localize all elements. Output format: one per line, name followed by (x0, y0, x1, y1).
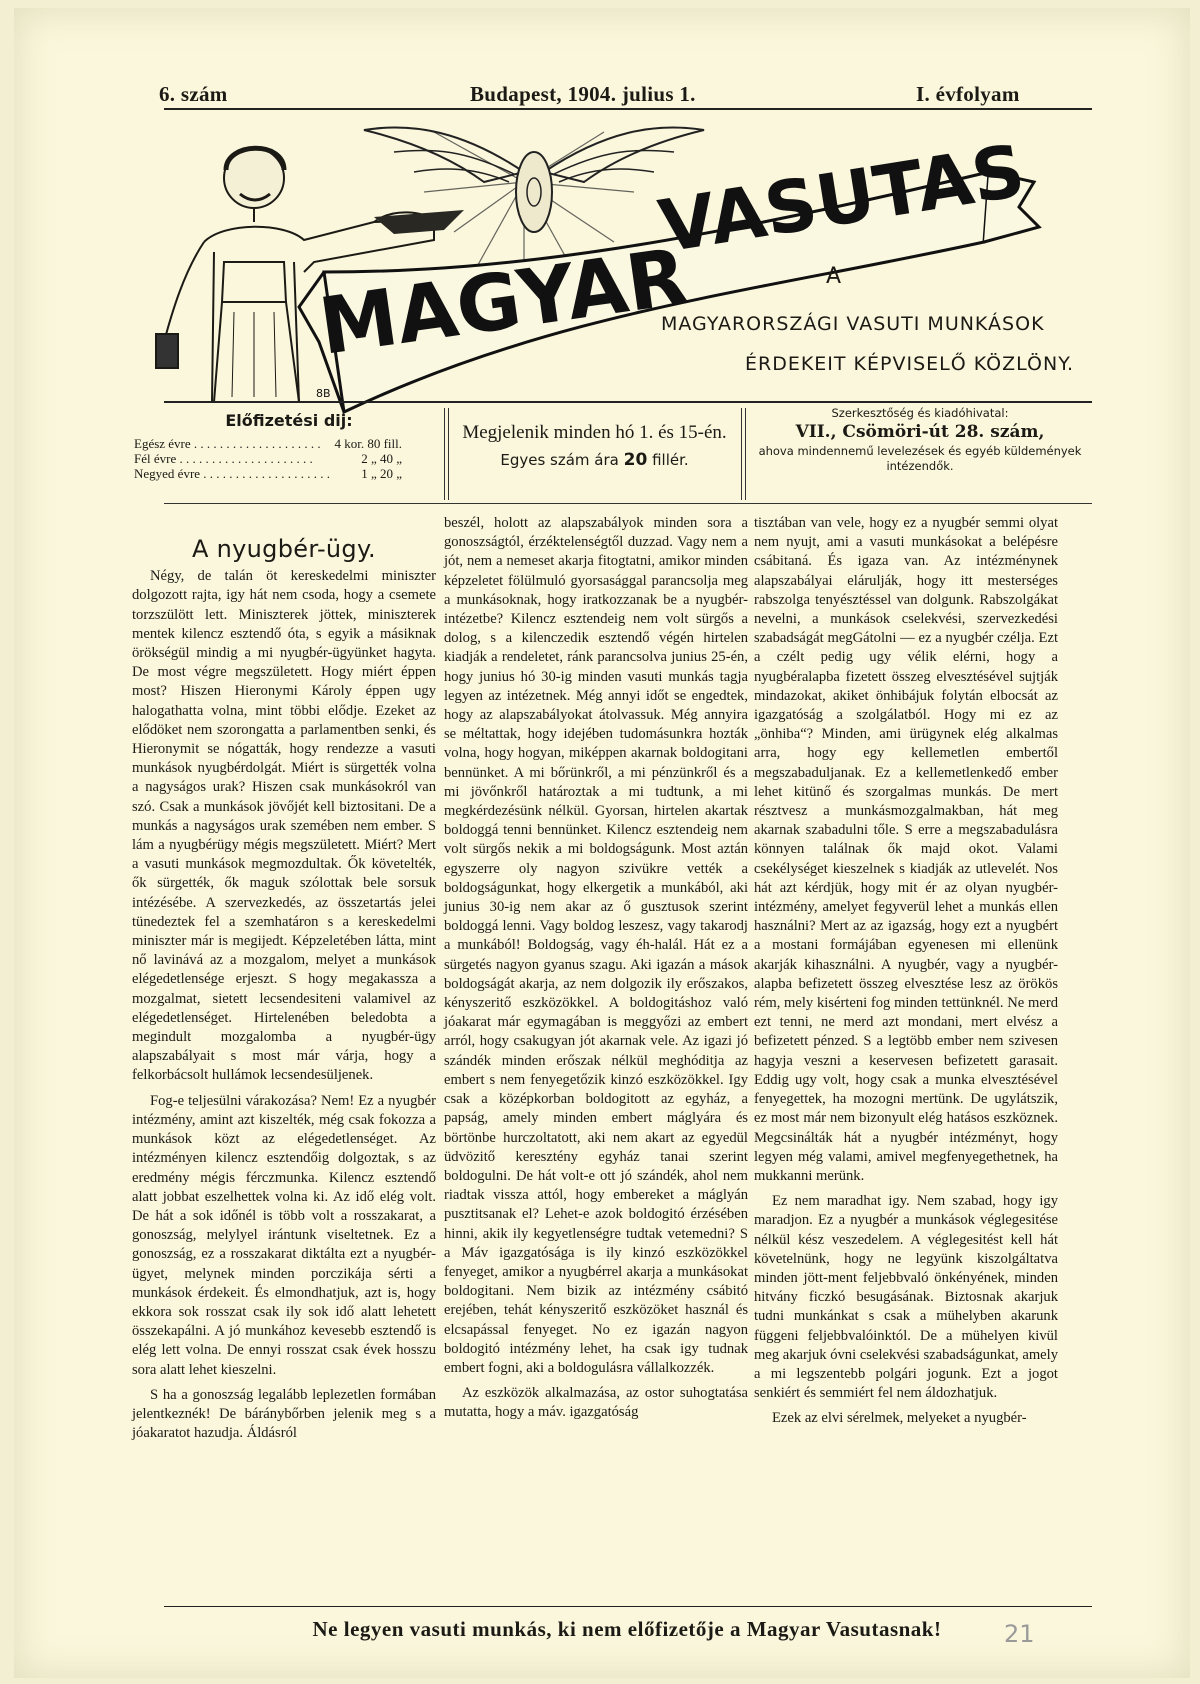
column-2 (444, 514, 748, 1429)
single-price (448, 450, 741, 470)
price-amount: 4 kor. 80 fill. (334, 436, 402, 451)
title-magyar: MAGYAR (314, 232, 693, 373)
price-list (134, 436, 444, 481)
article-title: A nyugbér-ügy. (192, 535, 376, 563)
single-price-value: 20 (623, 450, 648, 470)
issue-number: 6. szám (159, 82, 228, 106)
masthead-bottom-rule (164, 401, 1092, 403)
subscription-heading: Előfizetési dij: (225, 411, 353, 430)
price-row (134, 451, 444, 466)
price-label: Fél évre . . . . . . . . . . . . . . . . . . . . . (134, 451, 313, 466)
subscription-box (134, 411, 444, 508)
box-divider (444, 408, 445, 500)
column-2-para-2: Az eszközök alkalmazása, az ostor suhogtatása mutatta, hogy a máv. igazgatóság (444, 1385, 748, 1421)
box-divider (745, 408, 746, 500)
office-label: Szerkesztőség és kiadóhivatal: (831, 406, 1009, 420)
column-3-para-2: Ez nem maradhat igy. Nem szabad, hogy igy maradjon. Ez a nyugbér a munkások véglegesitése nélkül kész veszedelem. A véglegesitést kell hát követelnünk, hogy ne legyünk kiszolgáltatva minden jött-ment feljebbvaló önkényének, minden hitvány ficzkó besugásának. Biztosnak akarjuk tudni munkánkat s csak a mühelyben akarunk függeni feljebbvalóinktól. De a mühelyen kivül meg akarjuk óvni cselekvési szabadságunkat, amely a mi legszentebb polgári jogunk. Ezt a jogot senkiért és semmiért fel nem áldozhatjuk. (754, 1193, 1058, 1402)
column-3 (754, 514, 1058, 1435)
column-2-para-1: beszél, holott az alapszabályok minden sora a gonoszságtól, érzéktelenségtől duzzad. Vagy nem a jót, nem a nemeset akarja fitogtatni, amikor minden képzeletet fölülmuló gyorsasággal parancsolja meg a munkásoknak, hogy iratkozzanak be a nyugbér-intézetbe? Kilencz esztendeig nem volt sürgős a dolog, s a kilenczedik esztendő végén hirtelen kiadják a rendeletet, ránk parancsolva junius 25-én, hogy junius hó 30-ig minden vasuti munkás tagja legyen az intézetnek. Még annyi időt se engedtek, hogy az alapszabályokat átolvassuk. Még annyira se méltattak, hogy idejében tudomásunkra hozták volna, hogy hogyan, miképpen akarnak boldogitani bennünket. A mi bőrünkről, a mi pénzünkről és a mi jövőnkről határoztak a mi tudtunk, a mi megkérdezésünk nélkül. Gyorsan, hirtelen akartak boldoggá tenni bennünket. Kilencz esztendeig nem volt sürgős nekik a mi boldogságunk. Most aztán egyszerre oly nagyon szivükre vették a boldogságunkat, hogy elkergetik a munkából, aki junius 30-ig nem akar az ő gusztusok szerint boldoggá lenni. Vagy boldog leszesz, vagy takarodj a munkából! Boldogság, vagy éh-halál. Hát ez a sürgetés nagyon gyanus szagu. Aki igazán a mások boldogságát akarja, az nem dolgozik ily erőszakos, kényszeritő eszközökkel. A boldogitáshoz való jóakarat már egymagában is meggyőzi az embert arról, hogy csakugyan jót akarnak vele. Az igazi jó szándék minden erőszak nélkül meghóditja az embert s nem fenyegetőzik kinzó eszközökkel. Igy csak a középkorban boldogitott az egyház, a papság, amely minden embert máglyára és börtönbe hurczoltatott, aki nem akart az egyedül üdvözitő keresztény egyház tanai szerint boldogulni. De hát volt-e ott jó szándék, ahol nem riadtak vissza attól, hogy embereket a máglyán pusztitsanak el? Lehet-e azok boldogitó érzésében hinni, akik ily kegyetlenségre tudtak vetemedni? S a Máv igazgatósága is ily kinzó eszközökkel fenyeget, amikor a nyugbérrel akarja a munkásokat boldogitani. Nem bizik az intézmény csábitó erejében, tehát kényszeritő eszközöket használ és elcsapással fenyeget. No ez igazán nagyon boldogitó intézmény lehet, ha csak igy tudnak embert fogni, aki a boldogulásra vállalkozzék. (444, 515, 748, 1376)
newspaper-page (14, 8, 1190, 1678)
price-row (134, 436, 444, 451)
title-vasutas: VASUTAS (653, 128, 1031, 269)
subtitle-line1: MAGYARORSZÁGI VASUTI MUNKÁSOK (661, 313, 1045, 335)
office-note: ahova mindennemű levelezések és egyéb küldemények intézendők. (758, 444, 1082, 473)
column-1-para-2: Fog-e teljesülni várakozása? Nem! Ez a nyugbér intézmény, amint azt kiszelték, még csak fokozza a munkások közt az elégedetlenséget. Az intézményen kilencz esztendőig dolgoztak, s az eredmény mégis férczmunka. Kilencz esztendő alatt jobbat eszelhettek volna ki. Az idő elég volt. De hát a sok időnél is több volt a rosszakarat, a gonoszság, melylyel irántunk viseltetnek. Ez a gonoszság, ez a rosszakarat diktálta ezt a nyugbér-ügyet, melynek minden porczikája sérti a munkások érdekeit. És elmondhatjuk, azt is, hogy ekkora sok rosszat csak ily sok idő alatt lehetett összekapálni. A jó munkához kevesebb esztendő is elég lett volna. De ennyi rosszat csak évek hosszu sora alatt lehet kieszelni. (132, 1092, 436, 1378)
top-rule (164, 108, 1092, 110)
page-note: 21 (1004, 1620, 1035, 1648)
place-date: Budapest, 1904. julius 1. (470, 82, 696, 106)
column-1 (132, 535, 436, 1449)
subtitle-line2: ÉRDEKEIT KÉPVISELŐ KÖZLÖNY. (745, 353, 1074, 375)
column-1-para-1: Négy, de talán öt kereskedelmi miniszter dolgozott rajta, igy hát nem csoda, hogy a csemete torzszülött lett. Miniszterek jöttek, miniszterek mentek kilencz esztendő óta, s egyik a másiknak örökségül mindig a mi nyugbér-ügyünket hagyta. De most végre megszületett. Hogy miért éppen most? Hiszen Hieronymi Károly éppen ugy halogathatta volna, mint többi elődje. Ezeket az elődöket nem szorongatta a parlamentben senki, és Hieronymit se nógatták, hogy rendezze a vasuti munkások nyugbérdolgát. Miért is sürgették volna a nagyságos urak? Hiszen csak munkásokról van szó. Csak a munkások jövőjét kell biztositani. De a munkás a nagyságos urak szemében nem ember. S lám a nyugbérügy mégis megszületett. Miért? Mert a vasuti munkások megmozdultak. Ők követelték, ők sürgették, ők maguk szólottak bele sorsuk intézésébe. A szervezkedés, az összetartás jelei tünedeztek fel a szemhatáron s a kereskedelmi miniszter már is megijedt. Képzeletében látta, mint nő lavinává az a mozgalom, melyet a munkások elégedetlensége erjeszt. S hogy megakassza a mozgalmat, sietett lecsendesiteni valamivel az elégedetlenséget. Hirtelenében beledobta a megindult mozgalomba a nyugbér-ügy alapszabályait s most már várja, hogy a felkorbácsolt hullámok lecsendesüljenek. (132, 568, 436, 1084)
office-address: VII., Csömöri-út 28. szám, (795, 422, 1045, 442)
column-3-para-1: tisztában van vele, hogy ez a nyugbér semmi olyat nem nyujt, ami a vasuti munkásokat a belépésre csábitaná. És igaza van. Az intézménynek alapszabályai elárulják, hogy itt mesterséges rabszolga tenyésztéssel van dolgunk. Rabszolgákat nevelni, a munkások cselekvési, szervezkedési szabadságát megGátolni — ez a nyugbér czélja. Ezt a czélt pedig ugy vélik elérni, hogy a nyugbéralapba fizetett összeg elvesztésével sujtják mindazokat, akiket önhibájuk folytán elbocsát az igazgatóság a szolgálatból. Hogy mi ez az „önhiba“? Minden, ami ürügynek elég alkalmas arra, hogy egy kellemetlen embertől megszabaduljanak. Ez a kellemetlenkedő ember lehet kitünő és szorgalmas munkás. De mert résztvesz a munkásmozgalmakban, hát meg akarnak szabadulni tőle. S erre a megszabadulásra könnyen találnak ők majd okot. Valami csekélységet kieszelnek s kiadják az utlevelét. Nos hát azt kérdjük, hogy mit ér az olyan nyugbér-intézmény, amelyet fegyverül lehet a munkás ellen használni? Mert az az igazság, hogy ezt a nyugbért a mostani formájában egyenesen mi ellenünk akarják kihasználni. A nyugbér, vagy a nyugbér-alapba befizetett összeg elvesztése lesz az örökös rém, mely kisérteni fog minden tettünknél. Ne merd ezt tenni, ne merd azt mondani, mert elvész a befizetett pénzed. S a legtöbb ember nem szivesen hagyja veszni a keservesen befizetett garasait. Eddig ugy volt, hogy csak a munka elvesztésével fenyegettek, ha mozogni mertünk. De ugylátszik, ez most már nem bizonyult elég hatásos eszköznek. Megcsinálták hát a nyugbér intézményt, hogy legyen még valami, amivel megfenyegethetnek, ha mukkanni merünk. (754, 515, 1058, 1184)
footer-slogan: Ne legyen vasuti munkás, ki nem előfizetője a Magyar Vasutasnak! (312, 1617, 942, 1641)
publication-box (448, 418, 741, 491)
box-divider (741, 408, 742, 500)
header-bottom-rule (164, 503, 1092, 504)
office-box (748, 406, 1092, 479)
column-1-para-3: S ha a gonoszság legalább leplezetlen formában jelentkeznék! De báránybőrben jelenik meg s a jóakaratot hazudja. Áldásról (132, 1386, 436, 1442)
frequency-text: Megjelenik minden hó 1. és 15-én. (462, 422, 727, 443)
anvil-icon (374, 210, 464, 234)
price-amount: 1 „ 20 „ (361, 466, 402, 481)
single-price-text: Egyes szám ára (500, 451, 619, 469)
price-row (134, 466, 444, 481)
column-3-para-3: Ezek az elvi sérelmek, melyeket a nyugbér- (772, 1410, 1027, 1427)
price-label: Egész évre . . . . . . . . . . . . . . . . . . . . (134, 436, 321, 451)
subtitle-article: A (826, 264, 843, 289)
price-amount: 2 „ 40 „ (361, 451, 402, 466)
price-label: Negyed évre . . . . . . . . . . . . . . . . . . . . (134, 466, 331, 481)
volume: I. évfolyam (916, 82, 1020, 106)
footer-rule (164, 1606, 1092, 1607)
artist-monogram: 8B (316, 387, 331, 400)
single-price-unit: fillér. (652, 451, 689, 469)
